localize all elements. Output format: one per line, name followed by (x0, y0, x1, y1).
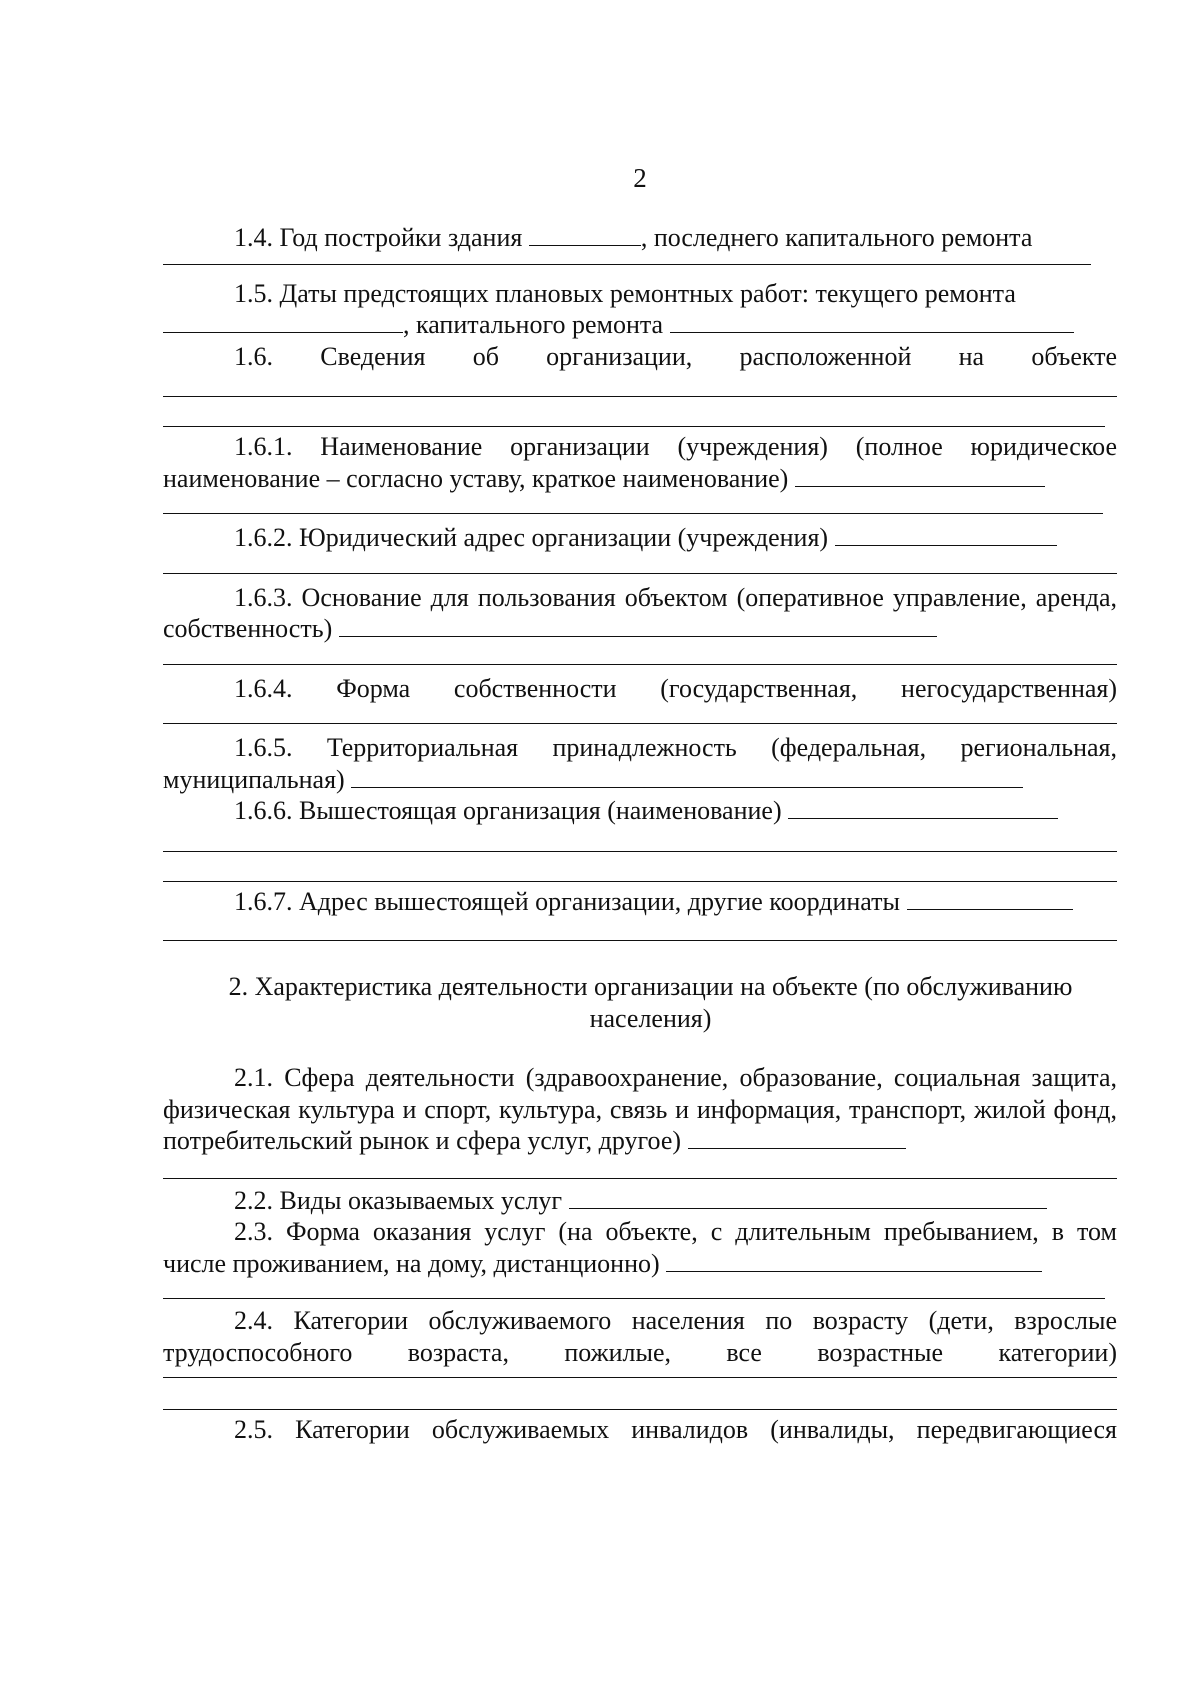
form-body (163, 222, 1117, 1446)
item-1-5: 1.5. Даты предстоящих плановых ремонтных работ: текущего ремонта (234, 278, 1016, 308)
build-year-blank[interactable] (529, 225, 641, 246)
item-1-6-4-w3: (государственная, (660, 673, 858, 703)
legal-address-blank[interactable] (835, 525, 1057, 546)
item-1-6-1-text: 1.6.1. Наименование организации (учреждения) (полное юридическое наименование – согласно уставу, краткое наименование) (163, 432, 1117, 493)
item-1-6-w1: Сведения (320, 341, 426, 371)
item-1-6-7 (163, 886, 1117, 918)
current-repair-blank[interactable] (163, 312, 403, 333)
parent-address-blank[interactable] (907, 889, 1073, 910)
item-1-6-num: 1.6. (234, 341, 273, 371)
item-1-6-4-w4: негосударственная) (901, 673, 1118, 703)
item-1-6-w2: об (472, 341, 499, 371)
item-1-6-3-text: 1.6.3. Основание для пользования объектом (оперативное управление, аренда, собственность) (163, 582, 1117, 643)
service-form-blank[interactable] (666, 1251, 1042, 1272)
blank-line[interactable] (163, 722, 1117, 724)
item-1-6-4-w2: собственности (453, 673, 617, 703)
item-2-4: 2.4. Категории обслуживаемого населения по возрасту (дети, взрослые трудоспособного возраста, пожилые, все возрастные категории) (163, 1306, 1117, 1367)
territory-blank[interactable] (351, 767, 1023, 788)
org-name-blank[interactable] (795, 466, 1045, 487)
blank-line[interactable] (163, 572, 1117, 574)
blank-line[interactable] (163, 880, 1117, 882)
blank-line[interactable] (163, 512, 1103, 514)
item-1-4 (163, 222, 1117, 254)
blank-line[interactable] (163, 425, 1105, 427)
item-2-1 (163, 1062, 1117, 1157)
blank-line[interactable] (163, 395, 1117, 397)
item-1-6-4-w1: Форма (336, 673, 411, 703)
blank-line[interactable] (163, 850, 1117, 852)
item-2-2-text: 2.2. Виды оказываемых услуг (234, 1185, 563, 1215)
blank-line[interactable] (163, 939, 1117, 941)
parent-org-blank[interactable] (788, 798, 1058, 819)
page-number: 2 (633, 163, 647, 193)
blank-line[interactable] (163, 663, 1117, 665)
item-1-6-2 (163, 522, 1117, 554)
usage-basis-blank[interactable] (339, 616, 937, 637)
item-1-5-label-2: , капитального ремонта (403, 310, 664, 339)
section-2-title-line-1: 2. Характеристика деятельности организации на объекте (по обслуживанию (228, 972, 1073, 1001)
item-1-6 (163, 341, 1117, 373)
item-1-6-5 (163, 732, 1117, 795)
item-1-6-6-text: 1.6.6. Вышестоящая организация (наименование) (234, 796, 782, 825)
item-1-6-w6: объекте (1031, 341, 1118, 371)
section-2-title-line-2: населения) (589, 1003, 712, 1033)
item-1-6-w4: расположенной (739, 341, 912, 371)
item-1-6-3 (163, 582, 1117, 645)
item-1-4-label-2: , последнего капитального ремонта (640, 223, 1033, 252)
item-1-6-w3: организации, (546, 341, 693, 371)
item-1-6-7-text: 1.6.7. Адрес вышестоящей организации, другие координаты (234, 886, 900, 916)
item-2-3-text: 2.3. Форма оказания услуг (на объекте, с длительным пребыванием, в том числе проживанием, на дому, дистанционно) (163, 1217, 1117, 1278)
blank-line[interactable] (163, 1376, 1117, 1378)
item-2-2 (163, 1185, 1117, 1217)
blank-line[interactable] (163, 1177, 1117, 1179)
blank-line[interactable] (163, 1408, 1117, 1410)
item-1-5-cont (163, 309, 1117, 341)
blank-line[interactable] (163, 263, 1091, 265)
item-1-6-5-text: 1.6.5. Территориальная принадлежность (федеральная, региональная, муниципальная) (163, 733, 1117, 794)
section-2-heading (163, 971, 1117, 1034)
services-blank[interactable] (569, 1188, 1047, 1209)
capital-repair-blank[interactable] (670, 312, 1074, 333)
item-1-6-2-text: 1.6.2. Юридический адрес организации (учреждения) (234, 523, 829, 552)
item-2-3 (163, 1216, 1117, 1279)
item-1-6-4-num: 1.6.4. (234, 673, 293, 703)
item-1-6-w5: на (958, 341, 985, 371)
activity-sphere-blank[interactable] (688, 1128, 906, 1149)
item-1-6-4 (163, 673, 1117, 705)
item-2-5: 2.5. Категории обслуживаемых инвалидов (инвалиды, передвигающиеся (234, 1415, 1117, 1444)
item-1-4-label: 1.4. Год постройки здания (234, 223, 523, 252)
item-1-6-1 (163, 431, 1117, 494)
item-2-1-text: 2.1. Сфера деятельности (здравоохранение, образование, социальная защита, физическая культура и спорт, культура, связь и информация, транспорт, жилой фонд, потребительский рынок и сфера услуг, другое) (163, 1063, 1117, 1155)
item-1-6-6 (163, 795, 1117, 827)
blank-line[interactable] (163, 1297, 1105, 1299)
